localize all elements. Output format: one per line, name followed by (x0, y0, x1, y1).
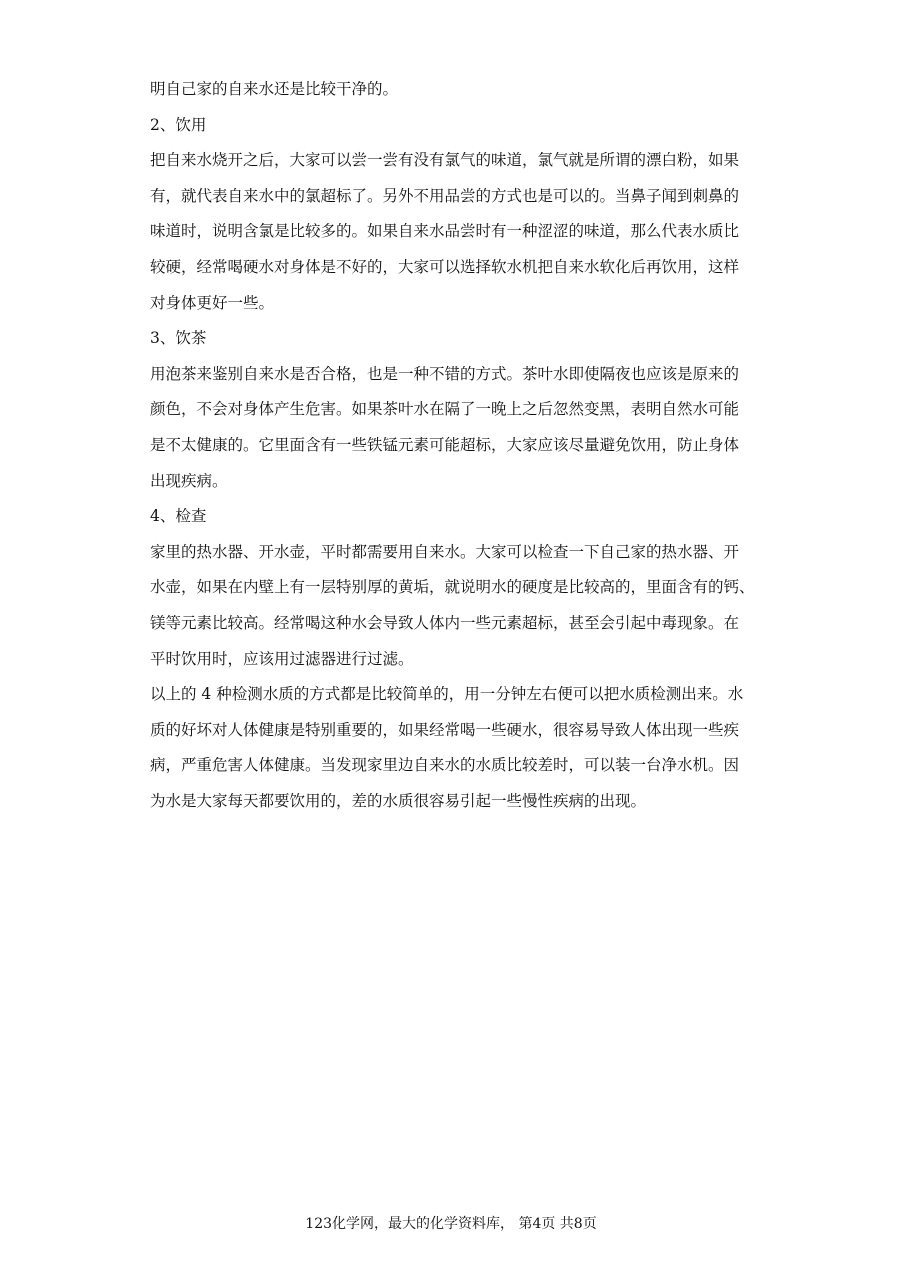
page-footer: 123化学网，最大的化学资料库， 第4页 共8页 (305, 1216, 597, 1232)
paragraph-line: 家里的热水器、开水壶，平时都需要用自来水。大家可以检查一下自己家的热水器、开 (150, 542, 740, 561)
paragraph-line: 水壶，如果在内壁上有一层特别厚的黄垢，就说明水的硬度是比较高的，里面含有的钙、 (150, 578, 755, 597)
paragraph-line: 颜色，不会对身体产生危害。如果茶叶水在隔了一晚上之后忽然变黑，表明自然水可能 (150, 400, 740, 419)
paragraph-line: 用泡茶来鉴别自来水是否合格，也是一种不错的方式。茶叶水即使隔夜也应该是原来的 (150, 364, 740, 383)
section-heading-drinking: 2、饮用 (150, 115, 207, 134)
paragraph-line: 镁等元素比较高。经常喝这种水会导致人体内一些元素超标，甚至会引起中毒现象。在 (150, 613, 740, 632)
paragraph-line: 把自来水烧开之后，大家可以尝一尝有没有氯气的味道，氯气就是所谓的漂白粉，如果 (150, 151, 740, 170)
paragraph-line: 以上的 4 种检测水质的方式都是比较简单的，用一分钟左右便可以把水质检测出来。水 (150, 685, 744, 704)
document-body (150, 72, 755, 819)
paragraph-line: 出现疾病。 (150, 471, 228, 490)
paragraph-line: 对身体更好一些。 (150, 293, 275, 312)
paragraph-line: 质的好坏对人体健康是特别重要的，如果经常喝一些硬水，很容易导致人体出现一些疾 (150, 720, 740, 739)
paragraph-line: 明自己家的自来水还是比较干净的。 (150, 80, 399, 98)
section-heading-tea: 3、饮茶 (150, 329, 207, 348)
paragraph-line: 有，就代表自来水中的氯超标了。另外不用品尝的方式也是可以的。当鼻子闻到刺鼻的 (150, 186, 740, 205)
paragraph-line: 平时饮用时，应该用过滤器进行过滤。 (150, 649, 414, 668)
paragraph-line: 病，严重危害人体健康。当发现家里边自来水的水质比较差时，可以装一台净水机。因 (150, 756, 740, 775)
section-heading-inspection: 4、检查 (150, 507, 207, 526)
paragraph-line: 是不太健康的。它里面含有一些铁锰元素可能超标，大家应该尽量避免饮用，防止身体 (150, 435, 740, 454)
paragraph-line: 较硬，经常喝硬水对身体是不好的，大家可以选择软水机把自来水软化后再饮用，这样 (150, 257, 740, 276)
paragraph-line: 为水是大家每天都要饮用的，差的水质很容易引起一些慢性疾病的出现。 (150, 791, 647, 810)
paragraph-line: 味道时，说明含氯是比较多的。如果自来水品尝时有一种涩涩的味道，那么代表水质比 (150, 222, 740, 241)
